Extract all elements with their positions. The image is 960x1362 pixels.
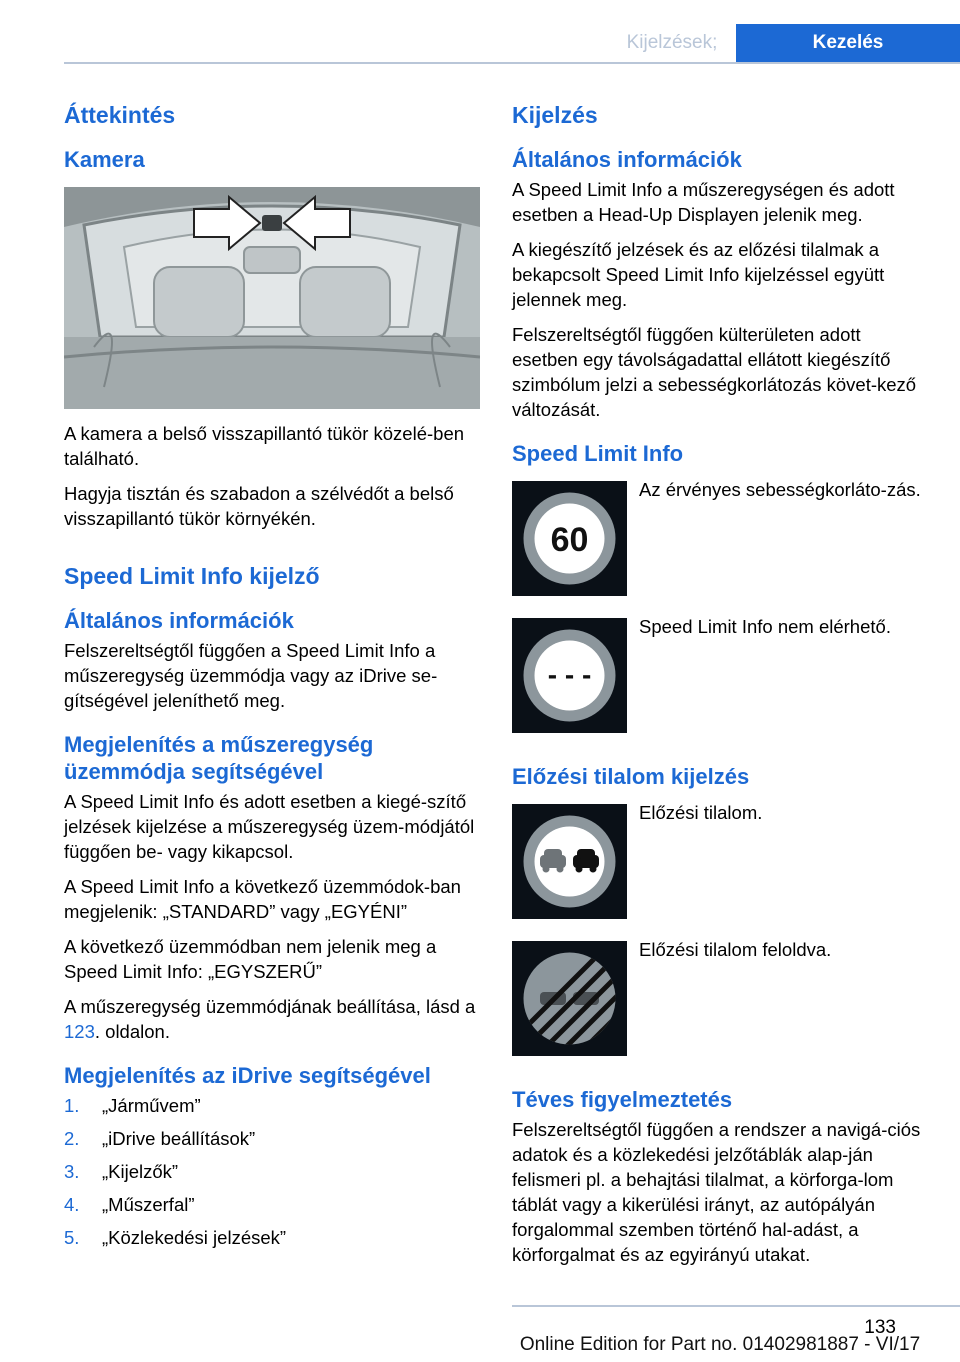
page-link[interactable]: 123 bbox=[64, 1021, 95, 1042]
camera-text-2: Hagyja tisztán és szabadon a szélvédőt a belső visszapillantó tükör környékén. bbox=[64, 483, 454, 529]
speed-limit-60-icon bbox=[512, 481, 627, 596]
list-item bbox=[64, 1126, 482, 1151]
heading-false-warning: Téves figyelmeztetés bbox=[512, 1087, 733, 1112]
heading-overview: Áttekintés bbox=[64, 102, 176, 128]
step-text: „Közlekedési jelzések” bbox=[102, 1227, 287, 1248]
car-interior-illustration bbox=[64, 187, 480, 409]
sign-na-label: - - - bbox=[547, 659, 592, 690]
section-title: Kijelzések; bbox=[626, 32, 718, 53]
list-item bbox=[64, 1225, 482, 1250]
heading-via-cluster: Megjelenítés a műszeregység üzemmódja segítségével bbox=[64, 732, 374, 784]
heading-speed-limit-display: Speed Limit Info kijelző bbox=[64, 563, 320, 589]
sign-end-text: Előzési tilalom feloldva. bbox=[639, 939, 832, 960]
cluster-text-4 bbox=[64, 994, 482, 1044]
heading-camera: Kamera bbox=[64, 147, 145, 172]
cluster-text-1: A Speed Limit Info és adott esetben a kiegé-szítő jelzések kijelzése a műszeregység üzem-módjától függően be- vagy kikapcsol. bbox=[64, 791, 475, 862]
list-item bbox=[64, 1093, 482, 1118]
page-number: 133 bbox=[864, 1317, 896, 1338]
step-number: 1. bbox=[64, 1095, 80, 1116]
sign-row-not-available bbox=[512, 618, 928, 733]
general-text-3: Felszereltségtől függően külterületen adott esetben egy távolságadattal ellátott kiegészítő szimbólum jelzi a sebességkorlátozás követ-kező változását. bbox=[512, 324, 917, 420]
general-info-text: Felszereltségtől függően a Speed Limit Info a műszeregység üzemmódja vagy az iDrive se-gítségével jeleníthető meg. bbox=[64, 640, 438, 711]
cluster-text-4-pre: A műszeregység üzemmódjának beállítása, lásd a bbox=[64, 996, 476, 1017]
header-rule bbox=[64, 62, 960, 64]
step-text: „Kijelzők” bbox=[102, 1161, 179, 1182]
sign-na-text: Speed Limit Info nem elérhető. bbox=[639, 616, 891, 637]
list-item bbox=[64, 1159, 482, 1184]
step-text: „iDrive beállítások” bbox=[102, 1128, 256, 1149]
step-number: 2. bbox=[64, 1128, 80, 1149]
step-number: 5. bbox=[64, 1227, 80, 1248]
camera-location-photo bbox=[64, 187, 480, 409]
footer-rule bbox=[512, 1305, 960, 1307]
end-no-overtaking-icon bbox=[512, 941, 627, 1056]
heading-general-info: Általános információk bbox=[64, 608, 294, 633]
step-number: 3. bbox=[64, 1161, 80, 1182]
cluster-text-4-post: . oldalon. bbox=[94, 1021, 170, 1042]
heading-via-idrive: Megjelenítés az iDrive segítségével bbox=[64, 1063, 431, 1088]
sign-noovertake-text: Előzési tilalom. bbox=[639, 802, 763, 823]
idrive-steps bbox=[64, 1093, 482, 1250]
left-column bbox=[64, 100, 482, 1258]
cluster-text-3: A következő üzemmódban nem jelenik meg a Speed Limit Info: „EGYSZERŰ” bbox=[64, 936, 437, 982]
sign-row-no-overtaking bbox=[512, 804, 928, 919]
sign-60-text: Az érvényes sebességkorláto-zás. bbox=[639, 479, 921, 500]
false-warning-text: Felszereltségtől függően a rendszer a navigá-ciós adatok és a közlekedési jelzőtáblák alap-ján felismeri pl. a behajtási tilalmat, a körforga-lom táblát vagy a kikerülési irányt, az autópályán forgalommal szemben történő hal-adást, a körforgalmat és az egyirányú utakat. bbox=[512, 1119, 921, 1265]
edition-note: Online Edition for Part no. 01402981887 - VI/17 bbox=[519, 1334, 921, 1355]
general-text-2: A kiegészítő jelzések és az előzési tilalmak a bekapcsolt Speed Limit Info kijelzéssel együtt jelennek meg. bbox=[512, 239, 885, 310]
general-text-1: A Speed Limit Info a műszeregységen és adott esetben a Head-Up Displayen jelenik meg. bbox=[512, 179, 895, 225]
list-item bbox=[64, 1192, 482, 1217]
camera-text-1: A kamera a belső visszapillantó tükör közelé-ben található. bbox=[64, 423, 465, 469]
cluster-text-2: A Speed Limit Info a következő üzemmódok-ban megjelenik: „STANDARD” vagy „EGYÉNI” bbox=[64, 876, 461, 922]
step-text: „Járművem” bbox=[102, 1095, 201, 1116]
right-column bbox=[512, 100, 928, 1277]
no-overtaking-icon bbox=[512, 804, 627, 919]
step-text: „Műszerfal” bbox=[102, 1194, 195, 1215]
sign-60-label: 60 bbox=[550, 521, 589, 559]
step-number: 4. bbox=[64, 1194, 80, 1215]
heading-general-info-right: Általános információk bbox=[512, 147, 742, 172]
heading-speed-limit-info: Speed Limit Info bbox=[512, 441, 684, 466]
speed-limit-unavailable-icon bbox=[512, 618, 627, 733]
heading-overtake: Előzési tilalom kijelzés bbox=[512, 764, 750, 789]
chapter-tab[interactable]: Kezelés bbox=[736, 24, 960, 62]
sign-row-speed-limit bbox=[512, 481, 928, 596]
heading-display: Kijelzés bbox=[512, 102, 598, 128]
sign-row-end-no-overtaking bbox=[512, 941, 928, 1056]
